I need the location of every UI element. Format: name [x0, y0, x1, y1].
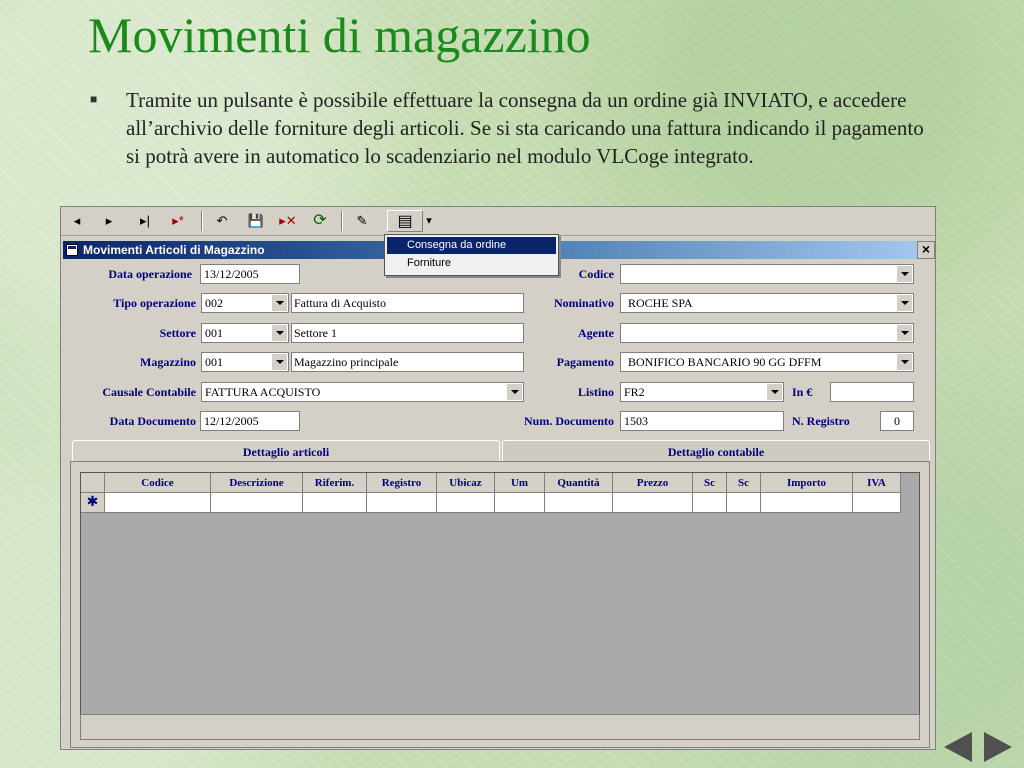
data-operazione-field[interactable]: 13/12/2005: [200, 264, 300, 284]
label-codice: Codice: [578, 267, 614, 281]
new-record-icon[interactable]: ▸*: [172, 213, 184, 228]
delete-icon[interactable]: ▸✕: [279, 213, 297, 228]
column-header-registro[interactable]: Registro: [367, 473, 437, 493]
chevron-down-icon[interactable]: [766, 384, 782, 400]
refresh-icon[interactable]: ⟳: [313, 212, 327, 229]
label-pagamento: Pagamento: [556, 355, 614, 369]
label-listino: Listino: [577, 385, 614, 399]
column-header-prezzo[interactable]: Prezzo: [613, 473, 693, 493]
form-icon: [66, 244, 78, 256]
grid-cell[interactable]: [105, 493, 211, 513]
column-header-sc-1[interactable]: Sc: [693, 473, 727, 493]
label-num-documento: Num. Documento: [524, 414, 614, 428]
grid-cell[interactable]: [761, 493, 853, 513]
save-icon[interactable]: 💾: [247, 213, 265, 228]
undo-icon[interactable]: ↶: [216, 213, 228, 228]
actions-dropdown-menu: [384, 234, 559, 276]
grid-cell[interactable]: [367, 493, 437, 513]
toolbar-separator: [201, 211, 203, 231]
tab-dettaglio-contabile[interactable]: Dettaglio contabile: [502, 440, 930, 462]
bullet-square-icon: ■: [90, 92, 98, 106]
label-data-operazione: Data operazione: [108, 267, 192, 281]
chevron-down-icon[interactable]: [271, 354, 287, 370]
label-n-registro: N. Registro: [792, 414, 850, 428]
column-header-sc-2[interactable]: Sc: [727, 473, 761, 493]
window-title: Movimenti Articoli di Magazzino: [83, 243, 265, 257]
magazzino-code: 001: [205, 355, 223, 369]
grid-cell[interactable]: [495, 493, 545, 513]
chevron-down-icon[interactable]: [896, 354, 912, 370]
label-magazzino: Magazzino: [140, 355, 196, 369]
grid-footer-bar: [80, 714, 920, 740]
label-causale-contabile: Causale Contabile: [102, 385, 196, 399]
num-documento-field[interactable]: 1503: [620, 411, 784, 431]
grid-cell[interactable]: [211, 493, 303, 513]
label-settore: Settore: [159, 326, 196, 340]
nominativo-value: ROCHE SPA: [628, 296, 693, 310]
menu-item-forniture[interactable]: Forniture: [407, 257, 452, 269]
grid-cell[interactable]: [437, 493, 495, 513]
settore-code: 001: [205, 326, 223, 340]
chevron-down-icon[interactable]: [271, 295, 287, 311]
tipo-operazione-combo[interactable]: [201, 293, 289, 313]
n-registro-field[interactable]: 0: [880, 411, 914, 431]
column-header-um[interactable]: Um: [495, 473, 545, 493]
settore-combo[interactable]: [201, 323, 289, 343]
chevron-down-icon[interactable]: [896, 295, 912, 311]
agente-combo[interactable]: [620, 323, 914, 343]
column-header-quantita[interactable]: Quantità: [545, 473, 613, 493]
grid-cell[interactable]: [303, 493, 367, 513]
pagamento-value: BONIFICO BANCARIO 90 GG DFFM: [628, 355, 822, 369]
toolbar: [61, 207, 935, 236]
pagamento-combo[interactable]: [620, 352, 914, 372]
chevron-down-icon[interactable]: [271, 325, 287, 341]
magazzino-desc: Magazzino principale: [291, 352, 524, 372]
chevron-down-icon[interactable]: [896, 266, 912, 282]
first-record-icon[interactable]: ◂: [73, 213, 81, 228]
grid-cell[interactable]: [853, 493, 901, 513]
close-icon[interactable]: ×: [917, 241, 935, 259]
listino-combo[interactable]: [620, 382, 784, 402]
next-record-icon[interactable]: ▸: [105, 213, 113, 228]
edit-icon[interactable]: ✎: [356, 213, 368, 228]
causale-contabile-combo[interactable]: [201, 382, 524, 402]
label-nominativo: Nominativo: [554, 296, 614, 310]
grid-cell[interactable]: [545, 493, 613, 513]
column-header-ubicaz[interactable]: Ubicaz: [437, 473, 495, 493]
column-header-iva[interactable]: IVA: [853, 473, 901, 493]
toolbar-separator: [341, 211, 343, 231]
chevron-down-icon[interactable]: [896, 325, 912, 341]
listino-value: FR2: [624, 385, 645, 399]
last-record-icon[interactable]: ▸|: [140, 213, 150, 228]
label-data-documento: Data Documento: [109, 414, 196, 428]
label-tipo-operazione: Tipo operazione: [113, 296, 196, 310]
in-euro-field[interactable]: [830, 382, 914, 402]
label-agente: Agente: [578, 326, 614, 340]
next-slide-icon[interactable]: [984, 732, 1012, 762]
grid-cell[interactable]: [613, 493, 693, 513]
column-header-riferim[interactable]: Riferim.: [303, 473, 367, 493]
grid-cell[interactable]: [727, 493, 761, 513]
new-row-marker[interactable]: ✱: [81, 493, 105, 513]
slide-title: Movimenti di magazzino: [88, 7, 591, 63]
column-header-descrizione[interactable]: Descrizione: [211, 473, 303, 493]
label-in-euro: In €: [792, 385, 813, 399]
dropdown-arrow-icon[interactable]: ▾: [426, 215, 432, 227]
codice-combo[interactable]: [620, 264, 914, 284]
tipo-operazione-code: 002: [205, 296, 223, 310]
slide-bullet-text: Tramite un pulsante è possibile effettuare la consegna da un ordine già INVIATO, e accedere all’archivio delle forniture degli articoli. Se si sta caricando una fattura indicando il pagamento si potrà avere in automatico lo scadenziario nel modulo VLCoge integrato.: [126, 88, 924, 168]
actions-icon[interactable]: ▤: [387, 210, 423, 232]
column-header-codice[interactable]: Codice: [105, 473, 211, 493]
causale-contabile-value: FATTURA ACQUISTO: [205, 385, 321, 399]
previous-slide-icon[interactable]: [944, 732, 972, 762]
menu-item-consegna-da-ordine[interactable]: Consegna da ordine: [387, 237, 556, 254]
grid-corner: [81, 473, 105, 493]
tab-dettaglio-articoli[interactable]: Dettaglio articoli: [72, 440, 500, 462]
nominativo-combo[interactable]: [620, 293, 914, 313]
data-documento-field[interactable]: 12/12/2005: [200, 411, 300, 431]
tipo-operazione-desc: Fattura di Acquisto: [291, 293, 524, 313]
articles-grid: [80, 472, 920, 740]
settore-desc: Settore 1: [291, 323, 524, 343]
slide-navigation: [940, 730, 1020, 764]
column-header-importo[interactable]: Importo: [761, 473, 853, 493]
magazzino-combo[interactable]: [201, 352, 289, 372]
grid-cell[interactable]: [693, 493, 727, 513]
